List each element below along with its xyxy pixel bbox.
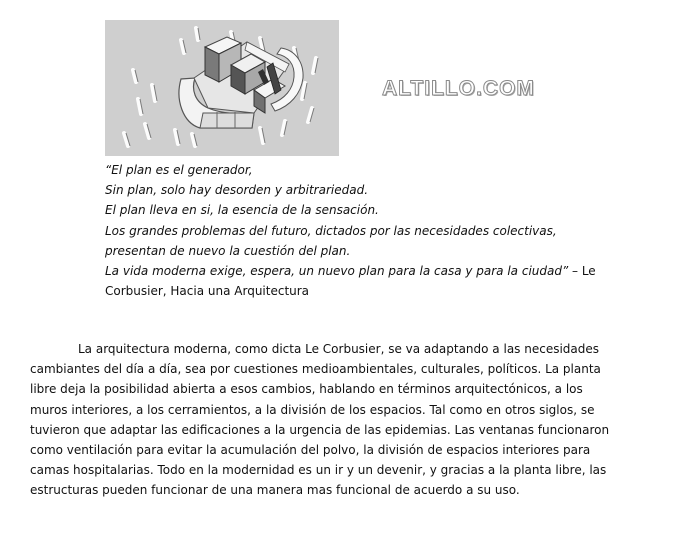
quote-line: El plan lleva en si, la esencia de la sensación. — [105, 203, 379, 218]
paragraph-line: cambiantes del día a día, sea por cuestiones medioambientales, culturales, políticos. La planta — [30, 362, 601, 377]
quote-block — [105, 160, 645, 301]
quote-line: presentan de nuevo la cuestión del plan. — [105, 243, 351, 258]
paragraph-line: camas hospitalarias. Todo en la modernidad es un ir y un devenir, y gracias a la planta libre, las — [30, 463, 607, 478]
paragraph-line: como ventilación para evitar la acumulación del polvo, la división de espacios interiores para — [30, 443, 591, 458]
site-brand: ALTILLO.COM — [382, 77, 535, 100]
quote-attribution: – Le — [568, 264, 596, 279]
quote-line: Los grandes problemas del futuro, dictados por las necesidades colectivas, — [105, 223, 557, 238]
paragraph-line: La arquitectura moderna, como dicta Le Corbusier, se va adaptando a las necesidades — [78, 342, 600, 356]
body-paragraph — [30, 339, 650, 501]
quote-line — [105, 261, 645, 281]
quote-line: Sin plan, solo hay desorden y arbitrariedad. — [105, 183, 369, 198]
quote-text: La vida moderna exige, espera, un nuevo plan para la casa y para la ciudad” — [105, 264, 569, 279]
paragraph-line: libre deja la posibilidad abierta a esos cambios, hablando en términos arquitectónicos, a los — [30, 382, 583, 397]
architectural-model-drawing — [105, 20, 339, 156]
paragraph-line: muros interiores, a los cerramientos, a la división de los espacios. Tal como en otros siglos, se — [30, 402, 595, 417]
paragraph-line: tuvieron que adaptar las edificaciones a la urgencia de las epidemias. Las ventanas funcionaron — [30, 422, 610, 437]
quote-line: “El plan es el generador, — [105, 163, 253, 177]
architectural-model-image — [105, 20, 339, 156]
quote-attribution-source: Corbusier, Hacia una Arquitectura — [105, 284, 310, 299]
paragraph-line: estructuras pueden funcionar de una manera mas funcional de acuerdo a su uso. — [30, 483, 520, 498]
